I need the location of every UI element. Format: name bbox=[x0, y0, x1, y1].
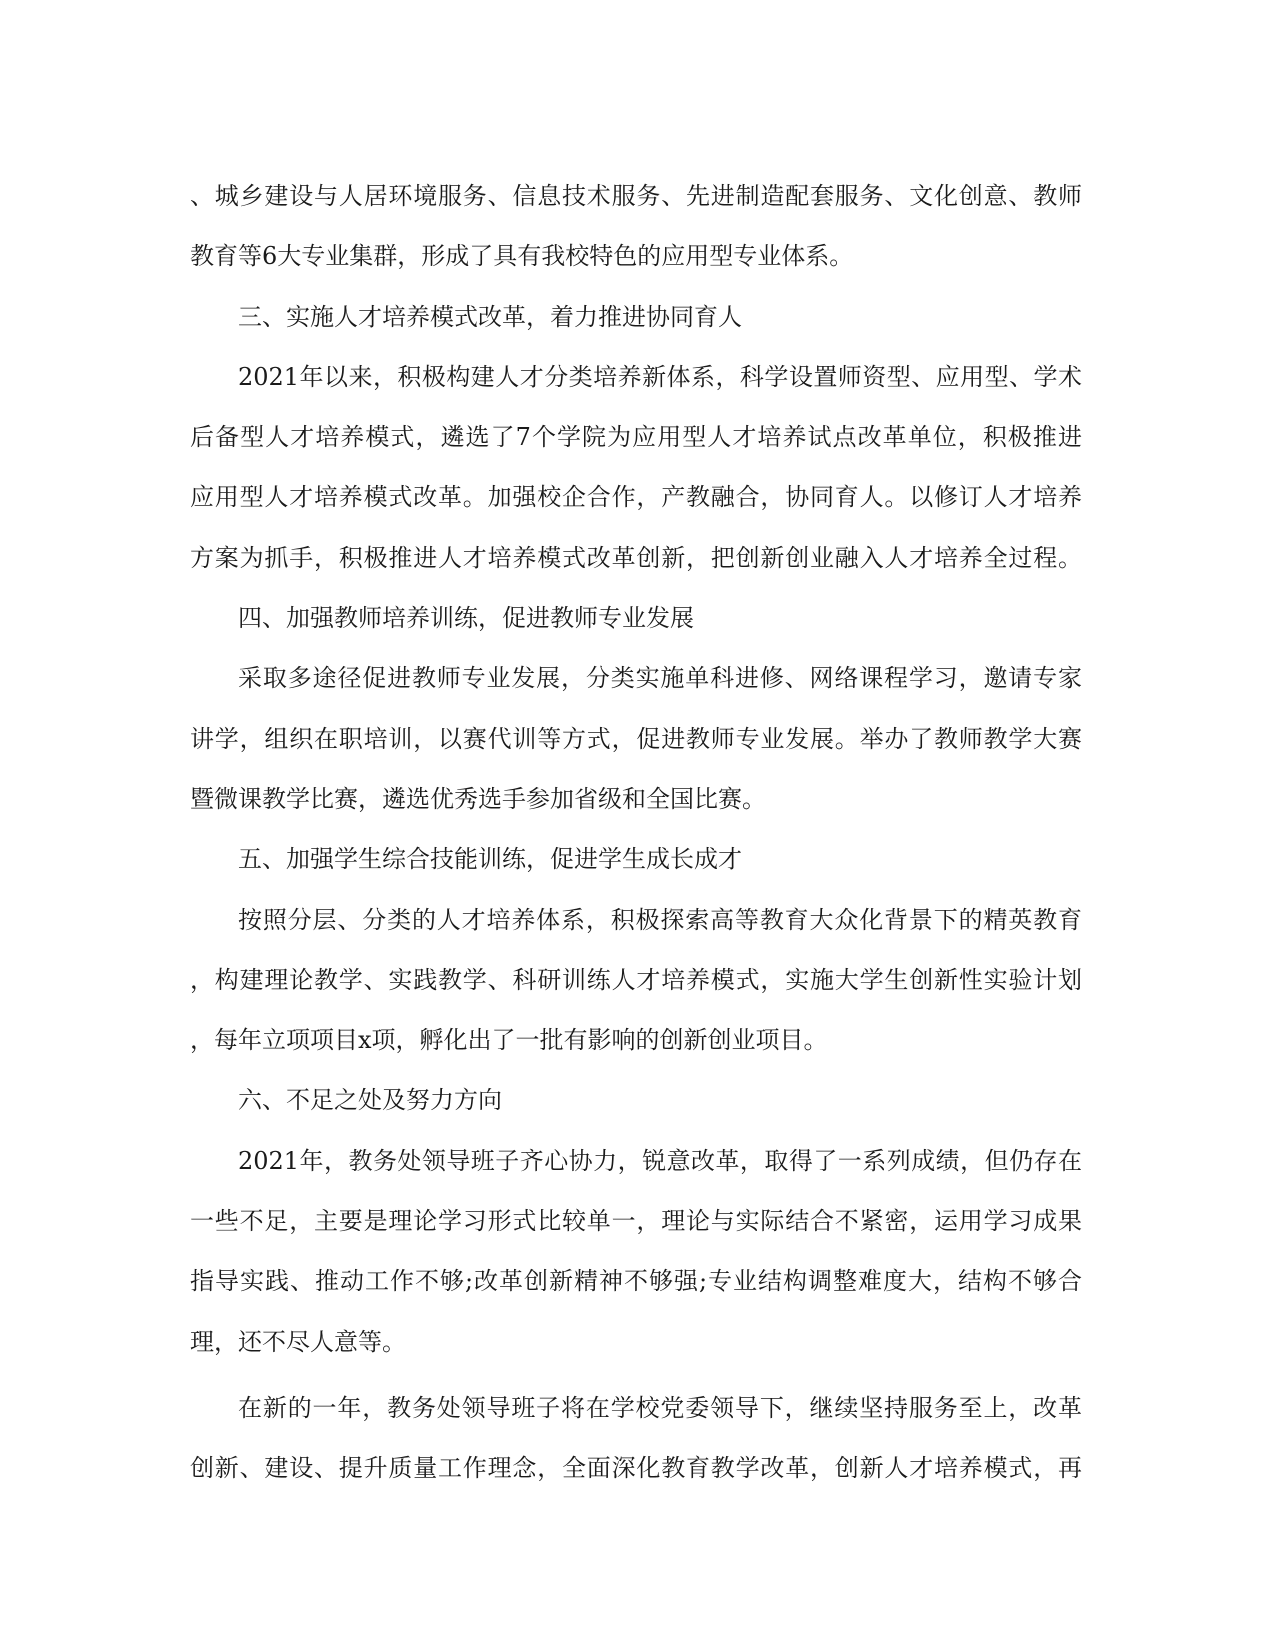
body-line: 采取多途径促进教师专业发展，分类实施单科进修、网络课程学习，邀请专家 bbox=[238, 664, 1082, 693]
body-line: 后备型人才培养模式，遴选了7个学院为应用型人才培养试点改革单位，积极推进 bbox=[190, 423, 1082, 452]
body-line: ，每年立项项目x项，孵化出了一批有影响的创新创业项目。 bbox=[190, 1026, 828, 1055]
body-line: 教育等6大专业集群，形成了具有我校特色的应用型专业体系。 bbox=[190, 242, 854, 271]
body-line: 2021年，教务处领导班子齐心协力，锐意改革，取得了一系列成绩，但仍存在 bbox=[238, 1146, 1082, 1175]
body-line: 理，还不尽人意等。 bbox=[190, 1327, 406, 1356]
body-line: 2021年以来，积极构建人才分类培养新体系，科学设置师资型、应用型、学术 bbox=[238, 362, 1082, 391]
body-line: 按照分层、分类的人才培养体系，积极探索高等教育大众化背景下的精英教育 bbox=[238, 905, 1082, 934]
body-line: 一些不足，主要是理论学习形式比较单一，理论与实际结合不紧密，运用学习成果 bbox=[190, 1207, 1082, 1236]
body-line: 指导实践、推动工作不够;改革创新精神不够强;专业结构调整难度大，结构不够合 bbox=[190, 1267, 1082, 1296]
body-line: 讲学，组织在职培训，以赛代训等方式，促进教师专业发展。举办了教师教学大赛 bbox=[190, 724, 1082, 753]
body-line: 在新的一年，教务处领导班子将在学校党委领导下，继续坚持服务至上，改革 bbox=[238, 1393, 1082, 1422]
body-line: ，构建理论教学、实践教学、科研训练人才培养模式，实施大学生创新性实验计划 bbox=[190, 965, 1082, 994]
section-heading: 五、加强学生综合技能训练，促进学生成长成才 bbox=[238, 845, 742, 874]
body-line: 方案为抓手，积极推进人才培养模式改革创新，把创新创业融入人才培养全过程。 bbox=[190, 543, 1082, 572]
section-heading: 六、不足之处及努力方向 bbox=[238, 1086, 502, 1115]
section-heading: 三、实施人才培养模式改革，着力推进协同育人 bbox=[238, 302, 742, 331]
body-line: 创新、建设、提升质量工作理念，全面深化教育教学改革，创新人才培养模式，再 bbox=[190, 1454, 1082, 1483]
body-line: 、城乡建设与人居环境服务、信息技术服务、先进制造配套服务、文化创意、教师 bbox=[190, 182, 1082, 210]
body-line: 应用型人才培养模式改革。加强校企合作，产教融合，协同育人。以修订人才培养 bbox=[190, 483, 1082, 512]
section-heading: 四、加强教师培养训练，促进教师专业发展 bbox=[238, 604, 694, 633]
body-line: 暨微课教学比赛，遴选优秀选手参加省级和全国比赛。 bbox=[190, 784, 766, 813]
document-body bbox=[190, 166, 1082, 1499]
